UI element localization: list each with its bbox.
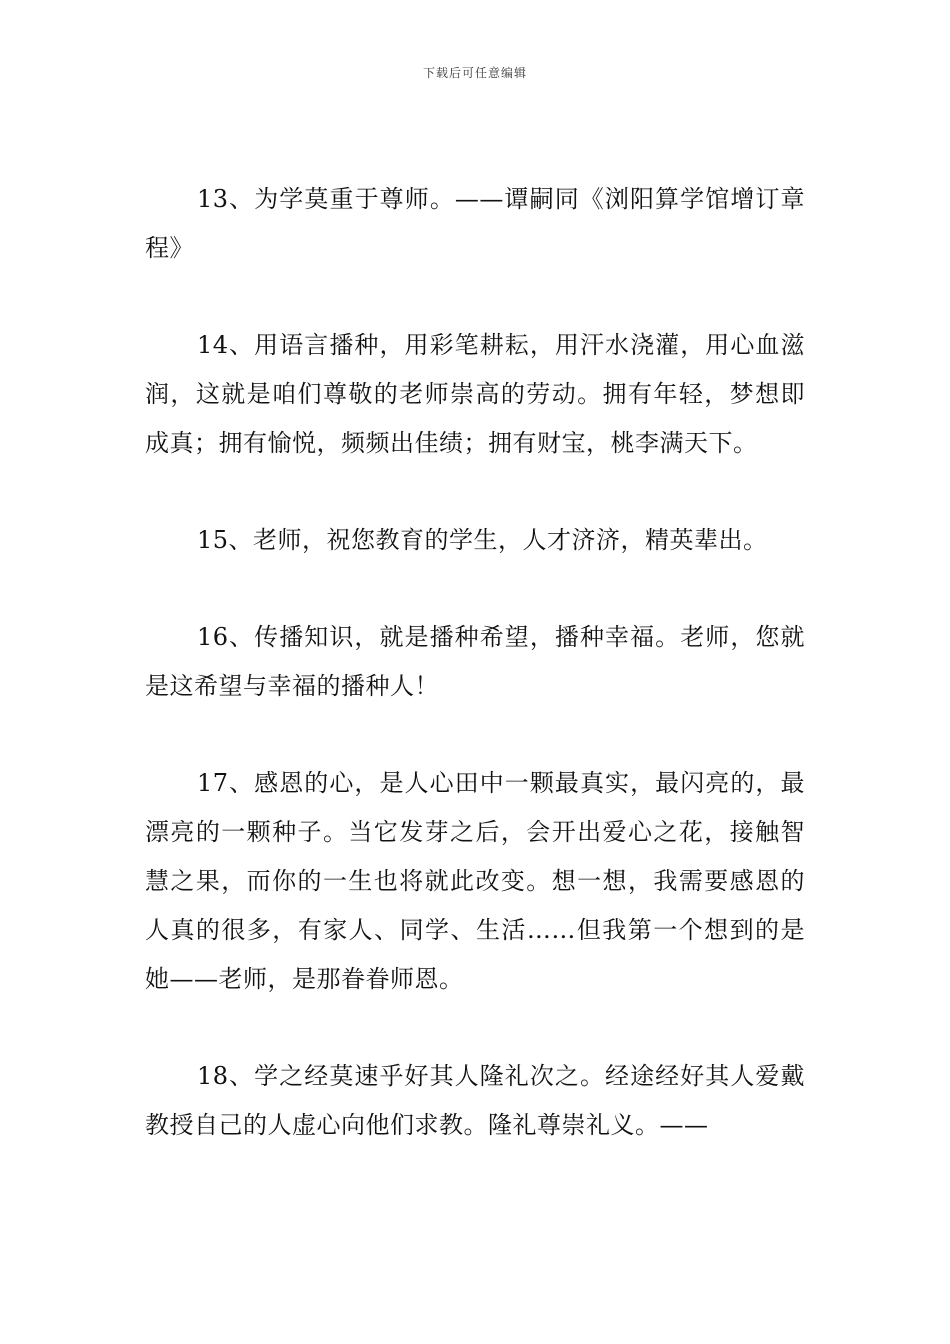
paragraph-18: 18、学之经莫速乎好其人隆礼次之。经途经好其人爱戴教授自己的人虚心向他们求教。隆礼尊崇礼义。—— (145, 1062, 805, 1139)
document-body (145, 175, 805, 1198)
paragraph-17: 17、感恩的心，是人心田中一颗最真实，最闪亮的，最漂亮的一颗种子。当它发芽之后，会开出爱心之花，接触智慧之果，而你的一生也将就此改变。想一想，我需要感恩的人真的很多，有家人、同学、生活……但我第一个想到的是她——老师，是那眷眷师恩。 (145, 769, 805, 993)
paragraph-13: 13、为学莫重于尊师。——谭嗣同《浏阳算学馆增订章程》 (145, 185, 805, 262)
paragraph-14: 14、用语言播种，用彩笔耕耘，用汗水浇灌，用心血滋润，这就是咱们尊敬的老师崇高的劳动。拥有年轻，梦想即成真；拥有愉悦，频频出佳绩；拥有财宝，桃李满天下。 (145, 331, 805, 457)
paragraph-15: 15、老师，祝您教育的学生，人才济济，精英辈出。 (197, 526, 768, 554)
paragraph-16: 16、传播知识，就是播种希望，播种幸福。老师，您就是这希望与幸福的播种人！ (145, 623, 805, 700)
header-note: 下载后可任意编辑 (422, 66, 527, 80)
